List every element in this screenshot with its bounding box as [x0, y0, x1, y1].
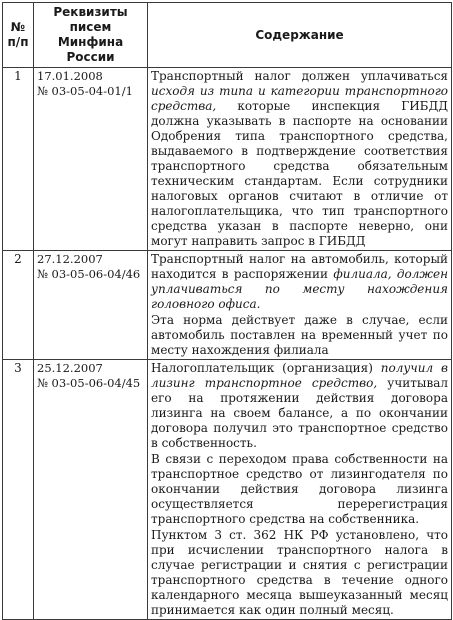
emphasized-text: получил в лизинг транспортное средство,: [151, 361, 448, 390]
text-segment: учитывал его на протяжении действия договора лизинга на своем балансе, а по окончании договора получил это транспортное средство в собственность.: [151, 376, 449, 450]
table-row: [3, 68, 452, 251]
emphasized-text: исходя из типа и категории транспортного средства,: [151, 84, 448, 113]
content-paragraph: [151, 452, 448, 527]
content-paragraph: [151, 313, 448, 358]
row-number-text: 3: [14, 361, 22, 375]
text-segment: Транспортный налог на автомобиль, который находится в распоряжении: [151, 252, 448, 281]
row-number: [3, 360, 34, 620]
table-row: [3, 251, 452, 360]
content-paragraph: [151, 252, 448, 312]
table-row: [3, 360, 452, 620]
letter-date: 27.12.2007: [37, 252, 103, 266]
row-requisites: [34, 360, 148, 620]
header-content: Содержание: [148, 3, 452, 68]
table-header-row: [3, 3, 452, 68]
text-segment: которые инспекция ГИБДД должна указывать в паспорте на основании Одобрения типа транспортного средства, выдаваемого в подтверждение соответствия транспортного средства обязательным техническим стандартам. Если сотрудники налоговых органов считают в отличие от налогоплательщика, что тип транспортного средства указан в паспорте неверно, они могут направить запрос в ГИБДД: [151, 99, 448, 248]
letter-date: 17.01.2008: [37, 69, 103, 83]
row-requisites: [34, 68, 148, 251]
text-segment: Эта норма действует даже в случае, если автомобиль поставлен на временный учет по месту нахождения филиала: [151, 313, 448, 357]
letter-number: № 03-05-06-04/46: [37, 267, 141, 281]
row-content: [148, 360, 452, 620]
content-paragraph: [151, 361, 448, 451]
row-number-text: 1: [14, 69, 22, 83]
emphasized-text: филиала, должен уплачиваться по месту нахождения головного офиса.: [151, 267, 449, 311]
text-segment: Пунктом 3 ст. 362 НК РФ установлено, что при исчислении транспортного налога в случае регистрации и снятия с регистрации транспортного средства в течение одного календарного месяца вышеуказанный месяц принимается как один полный месяц.: [151, 528, 448, 617]
text-segment: Налогоплательщик (организация): [151, 361, 381, 375]
row-number: [3, 68, 34, 251]
row-content: [148, 68, 452, 251]
row-number-text: 2: [14, 252, 22, 266]
letter-number: № 03-05-04-01/1: [37, 84, 133, 98]
row-requisites: [34, 251, 148, 360]
header-requisites: Реквизиты писем Минфина России: [34, 3, 148, 68]
text-segment: В связи с переходом права собственности на транспортное средство от лизингодателя по окончании действия договора лизинга осуществляется перерегистрация транспортного средства на собственника.: [151, 452, 448, 526]
header-number: № п/п: [3, 3, 34, 68]
content-paragraph: [151, 528, 448, 618]
row-content: [148, 251, 452, 360]
row-number: [3, 251, 34, 360]
text-segment: Транспортный налог должен уплачиваться: [151, 69, 448, 83]
table-body: [3, 68, 452, 620]
letter-number: № 03-05-06-04/45: [37, 376, 141, 390]
content-paragraph: [151, 69, 448, 249]
letter-date: 25.12.2007: [37, 361, 103, 375]
letters-table: [2, 2, 452, 620]
